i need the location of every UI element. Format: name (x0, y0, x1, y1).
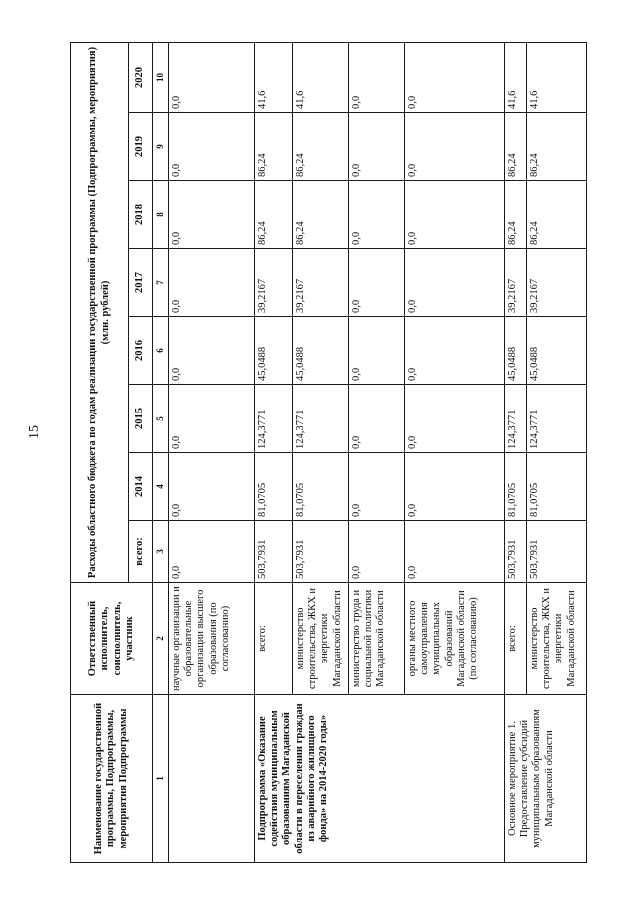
header-year: 2019 (129, 113, 153, 181)
header-year: 2014 (129, 453, 153, 521)
value-cell: 0,0 (404, 317, 504, 385)
value-cell: 124,3771 (292, 385, 348, 453)
header-year: 2018 (129, 181, 153, 249)
executor-cell: всего: (254, 583, 292, 695)
value-cell: 86,24 (254, 181, 292, 249)
header-executor: Ответственный исполнитель, соисполнитель, участник (71, 583, 153, 695)
value-cell: 39,2167 (292, 249, 348, 317)
value-cell: 45,0488 (254, 317, 292, 385)
table-row (504, 42, 526, 862)
value-cell: 0,0 (348, 453, 404, 521)
value-cell: 81,0705 (504, 453, 526, 521)
value-cell: 45,0488 (526, 317, 586, 385)
column-number: 5 (153, 385, 169, 453)
column-number: 10 (153, 42, 169, 112)
header-year: 2016 (129, 317, 153, 385)
header-row-1 (71, 42, 129, 862)
value-cell: 81,0705 (526, 453, 586, 521)
value-cell: 81,0705 (254, 453, 292, 521)
value-cell: 503,7931 (292, 521, 348, 583)
header-total: всего: (129, 521, 153, 583)
column-number: 4 (153, 453, 169, 521)
header-year: 2020 (129, 42, 153, 112)
value-cell: 0,0 (168, 181, 254, 249)
column-number: 9 (153, 113, 169, 181)
value-cell: 0,0 (404, 249, 504, 317)
executor-cell: органы местного самоуправления муниципальных образований Магаданской области (по согласованию) (404, 583, 504, 695)
value-cell: 124,3771 (504, 385, 526, 453)
value-cell: 41,6 (526, 42, 586, 112)
value-cell: 503,7931 (504, 521, 526, 583)
value-cell: 39,2167 (526, 249, 586, 317)
value-cell: 0,0 (404, 453, 504, 521)
header-year: 2015 (129, 385, 153, 453)
value-cell: 0,0 (348, 249, 404, 317)
value-cell: 0,0 (404, 42, 504, 112)
table-row (254, 42, 292, 862)
value-cell: 41,6 (254, 42, 292, 112)
subprogram-name-cell: Подпрограмма «Оказание содействия муниципальным образованиям Магаданской области в переселении граждан из аварийного жилищного фонда» на 2014-2020 годы» (254, 695, 504, 863)
value-cell: 0,0 (348, 385, 404, 453)
value-cell: 0,0 (168, 385, 254, 453)
column-number-row (153, 42, 169, 862)
value-cell: 41,6 (292, 42, 348, 112)
rotated-table-area (70, 43, 640, 863)
value-cell: 0,0 (168, 317, 254, 385)
value-cell: 0,0 (168, 453, 254, 521)
column-number: 8 (153, 181, 169, 249)
value-cell: 503,7931 (254, 521, 292, 583)
value-cell: 86,24 (254, 113, 292, 181)
activity-name-cell: Основное мероприятие 1. Предоставление субсидий муниципальным образованиям Магаданской области (504, 695, 586, 863)
value-cell: 86,24 (504, 113, 526, 181)
value-cell: 39,2167 (254, 249, 292, 317)
page-number: 15 (27, 425, 42, 439)
executor-cell: министерство труда и социальной политики Магаданской области (348, 583, 404, 695)
executor-cell: министерство строительства, ЖКХ и энергетики Магаданской области (526, 583, 586, 695)
value-cell: 0,0 (404, 113, 504, 181)
rotated-table-frame (70, 43, 640, 863)
value-cell: 45,0488 (504, 317, 526, 385)
header-name: Наименование государственной программы, Подпрограммы, мероприятия Подпрограммы (71, 695, 153, 863)
value-cell: 0,0 (168, 113, 254, 181)
value-cell: 0,0 (404, 521, 504, 583)
value-cell: 503,7931 (526, 521, 586, 583)
value-cell: 86,24 (504, 181, 526, 249)
executor-cell: министерство строительства, ЖКХ и энергетики Магаданской области (292, 583, 348, 695)
program-name-cell (168, 695, 254, 863)
value-cell: 0,0 (404, 385, 504, 453)
value-cell: 0,0 (168, 521, 254, 583)
value-cell: 0,0 (348, 42, 404, 112)
executor-cell: всего: (504, 583, 526, 695)
value-cell: 0,0 (348, 113, 404, 181)
value-cell: 0,0 (168, 249, 254, 317)
value-cell: 0,0 (348, 521, 404, 583)
value-cell: 41,6 (504, 42, 526, 112)
column-number: 3 (153, 521, 169, 583)
column-number: 7 (153, 249, 169, 317)
value-cell: 0,0 (348, 317, 404, 385)
value-cell: 86,24 (526, 113, 586, 181)
budget-table (70, 42, 587, 863)
value-cell: 86,24 (526, 181, 586, 249)
value-cell: 124,3771 (526, 385, 586, 453)
executor-cell: научные организации и образовательные организации высшего образования (по согласованию) (168, 583, 254, 695)
value-cell: 124,3771 (254, 385, 292, 453)
value-cell: 0,0 (404, 181, 504, 249)
value-cell: 86,24 (292, 113, 348, 181)
value-cell: 86,24 (292, 181, 348, 249)
header-year: 2017 (129, 249, 153, 317)
header-budget: Расходы областного бюджета по годам реализации государственной программы (Подпрограммы, мероприятия) (млн. рублей) (71, 42, 129, 582)
value-cell: 81,0705 (292, 453, 348, 521)
value-cell: 0,0 (348, 181, 404, 249)
column-number: 6 (153, 317, 169, 385)
value-cell: 39,2167 (504, 249, 526, 317)
value-cell: 45,0488 (292, 317, 348, 385)
column-number: 1 (153, 695, 169, 863)
table-row (168, 42, 254, 862)
column-number: 2 (153, 583, 169, 695)
value-cell: 0,0 (168, 42, 254, 112)
